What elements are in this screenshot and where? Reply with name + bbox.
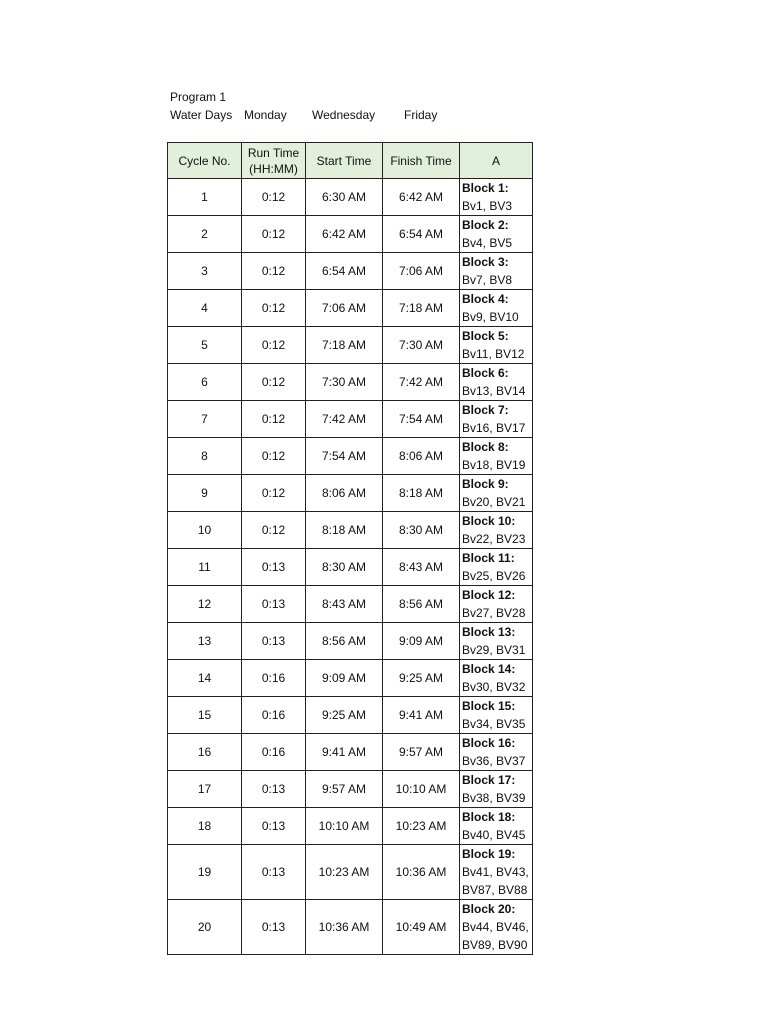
block-valves: Bv38, BV39 <box>462 791 526 805</box>
finish-time-cell: 8:56 AM <box>383 586 460 623</box>
start-time-cell: 8:06 AM <box>306 475 383 512</box>
finish-time-cell: 8:30 AM <box>383 512 460 549</box>
block-valves: BV87, BV88 <box>462 883 528 897</box>
start-time-cell: 6:30 AM <box>306 179 383 216</box>
block-valves: Bv29, BV31 <box>462 643 526 657</box>
start-time-cell: 8:30 AM <box>306 549 383 586</box>
water-day-3: Friday <box>404 108 438 122</box>
block-valves: Bv27, BV28 <box>462 606 526 620</box>
start-time-cell: 7:06 AM <box>306 290 383 327</box>
start-time-cell: 10:23 AM <box>306 845 383 900</box>
block-cell <box>460 845 533 900</box>
run-time-cell: 0:12 <box>242 327 306 364</box>
table-row <box>168 438 533 475</box>
block-valves: Bv30, BV32 <box>462 680 526 694</box>
start-time-cell: 9:25 AM <box>306 697 383 734</box>
block-cell <box>460 216 533 253</box>
run-time-cell: 0:13 <box>242 549 306 586</box>
block-name: Block 12: <box>462 588 516 602</box>
block-name: Block 2: <box>462 218 509 232</box>
block-valves: Bv9, BV10 <box>462 310 519 324</box>
water-day-1: Monday <box>244 108 287 122</box>
block-name: Block 1: <box>462 181 509 195</box>
table-row <box>168 549 533 586</box>
table-row <box>168 734 533 771</box>
table-header-row <box>168 143 533 179</box>
table-row <box>168 179 533 216</box>
block-name: Block 4: <box>462 292 509 306</box>
block-name: Block 10: <box>462 514 516 528</box>
run-time-cell: 0:16 <box>242 697 306 734</box>
schedule-table <box>167 142 533 955</box>
block-cell <box>460 697 533 734</box>
cycle-no-cell: 14 <box>168 660 242 697</box>
run-time-cell: 0:13 <box>242 586 306 623</box>
cycle-no-cell: 2 <box>168 216 242 253</box>
run-time-cell: 0:12 <box>242 290 306 327</box>
block-name: Block 17: <box>462 773 516 787</box>
block-cell <box>460 586 533 623</box>
run-time-cell: 0:16 <box>242 734 306 771</box>
start-time-cell: 7:42 AM <box>306 401 383 438</box>
block-cell <box>460 771 533 808</box>
block-cell <box>460 253 533 290</box>
run-time-cell: 0:12 <box>242 364 306 401</box>
start-time-cell: 6:54 AM <box>306 253 383 290</box>
block-name: Block 9: <box>462 477 509 491</box>
run-time-cell: 0:12 <box>242 216 306 253</box>
table-row <box>168 808 533 845</box>
table-row <box>168 327 533 364</box>
cycle-no-cell: 5 <box>168 327 242 364</box>
start-time-cell: 8:43 AM <box>306 586 383 623</box>
block-valves: Bv36, BV37 <box>462 754 526 768</box>
block-name: Block 11: <box>462 551 515 565</box>
run-time-cell: 0:13 <box>242 808 306 845</box>
finish-time-cell: 7:54 AM <box>383 401 460 438</box>
table-row <box>168 401 533 438</box>
block-cell <box>460 364 533 401</box>
block-cell <box>460 475 533 512</box>
run-time-cell: 0:13 <box>242 771 306 808</box>
start-time-cell: 9:57 AM <box>306 771 383 808</box>
cycle-no-cell: 19 <box>168 845 242 900</box>
block-valves: Bv25, BV26 <box>462 569 526 583</box>
cycle-no-cell: 4 <box>168 290 242 327</box>
block-name: Block 16: <box>462 736 516 750</box>
block-name: Block 15: <box>462 699 516 713</box>
block-valves: Bv41, BV43, <box>462 865 529 879</box>
finish-time-cell: 7:30 AM <box>383 327 460 364</box>
finish-time-cell: 6:42 AM <box>383 179 460 216</box>
block-name: Block 5: <box>462 329 509 343</box>
cycle-no-cell: 1 <box>168 179 242 216</box>
block-cell <box>460 900 533 955</box>
table-row <box>168 623 533 660</box>
run-time-cell: 0:12 <box>242 253 306 290</box>
finish-time-cell: 9:25 AM <box>383 660 460 697</box>
water-days-line <box>170 106 464 124</box>
run-time-cell: 0:12 <box>242 512 306 549</box>
block-cell <box>460 438 533 475</box>
block-valves: Bv4, BV5 <box>462 236 513 250</box>
block-name: Block 3: <box>462 255 509 269</box>
block-name: Block 13: <box>462 625 516 639</box>
finish-time-cell: 10:10 AM <box>383 771 460 808</box>
run-time-cell: 0:12 <box>242 401 306 438</box>
finish-time-cell: 6:54 AM <box>383 216 460 253</box>
block-cell <box>460 327 533 364</box>
run-time-cell: 0:13 <box>242 623 306 660</box>
finish-time-cell: 9:57 AM <box>383 734 460 771</box>
start-time-cell: 7:54 AM <box>306 438 383 475</box>
header-run-time <box>242 143 306 179</box>
run-time-cell: 0:16 <box>242 660 306 697</box>
table-row <box>168 845 533 900</box>
block-valves: Bv18, BV19 <box>462 458 526 472</box>
cycle-no-cell: 7 <box>168 401 242 438</box>
table-body <box>168 179 533 955</box>
block-cell <box>460 512 533 549</box>
water-days-label: Water Days <box>170 108 233 122</box>
block-cell <box>460 549 533 586</box>
block-name: Block 20: <box>462 902 516 916</box>
program-title: Program 1 <box>170 90 227 104</box>
header-start-time: Start Time <box>306 143 383 179</box>
block-name: Block 19: <box>462 847 516 861</box>
header-finish-time: Finish Time <box>383 143 460 179</box>
start-time-cell: 8:18 AM <box>306 512 383 549</box>
block-name: Block 7: <box>462 403 509 417</box>
run-time-cell: 0:13 <box>242 900 306 955</box>
block-name: Block 18: <box>462 810 516 824</box>
table-row <box>168 253 533 290</box>
table-row <box>168 697 533 734</box>
table-row <box>168 771 533 808</box>
cycle-no-cell: 15 <box>168 697 242 734</box>
water-day-2: Wednesday <box>312 108 376 122</box>
start-time-cell: 10:10 AM <box>306 808 383 845</box>
cycle-no-cell: 8 <box>168 438 242 475</box>
start-time-cell: 10:36 AM <box>306 900 383 955</box>
finish-time-cell: 7:18 AM <box>383 290 460 327</box>
finish-time-cell: 7:42 AM <box>383 364 460 401</box>
cycle-no-cell: 6 <box>168 364 242 401</box>
block-name: Block 14: <box>462 662 516 676</box>
block-cell <box>460 401 533 438</box>
start-time-cell: 7:18 AM <box>306 327 383 364</box>
table-row <box>168 660 533 697</box>
block-valves: Bv11, BV12 <box>462 347 525 361</box>
block-valves: Bv1, BV3 <box>462 199 513 213</box>
program-header <box>170 88 464 124</box>
block-cell <box>460 179 533 216</box>
block-name: Block 8: <box>462 440 509 454</box>
start-time-cell: 9:41 AM <box>306 734 383 771</box>
block-cell <box>460 734 533 771</box>
cycle-no-cell: 13 <box>168 623 242 660</box>
block-cell <box>460 623 533 660</box>
header-run-time-line1: Run Time <box>247 145 300 160</box>
finish-time-cell: 10:49 AM <box>383 900 460 955</box>
finish-time-cell: 8:06 AM <box>383 438 460 475</box>
run-time-cell: 0:12 <box>242 438 306 475</box>
block-cell <box>460 660 533 697</box>
cycle-no-cell: 11 <box>168 549 242 586</box>
table-row <box>168 586 533 623</box>
finish-time-cell: 7:06 AM <box>383 253 460 290</box>
start-time-cell: 7:30 AM <box>306 364 383 401</box>
finish-time-cell: 8:43 AM <box>383 549 460 586</box>
start-time-cell: 6:42 AM <box>306 216 383 253</box>
cycle-no-cell: 10 <box>168 512 242 549</box>
block-valves: Bv34, BV35 <box>462 717 526 731</box>
header-a: A <box>460 143 533 179</box>
finish-time-cell: 9:09 AM <box>383 623 460 660</box>
table-row <box>168 364 533 401</box>
finish-time-cell: 9:41 AM <box>383 697 460 734</box>
block-name: Block 6: <box>462 366 509 380</box>
run-time-cell: 0:12 <box>242 475 306 512</box>
block-valves: BV89, BV90 <box>462 938 528 952</box>
block-cell <box>460 808 533 845</box>
block-valves: Bv40, BV45 <box>462 828 526 842</box>
cycle-no-cell: 12 <box>168 586 242 623</box>
header-run-time-line2: (HH:MM) <box>249 161 298 176</box>
finish-time-cell: 10:36 AM <box>383 845 460 900</box>
start-time-cell: 8:56 AM <box>306 623 383 660</box>
cycle-no-cell: 18 <box>168 808 242 845</box>
cycle-no-cell: 3 <box>168 253 242 290</box>
table-row <box>168 216 533 253</box>
block-cell <box>460 290 533 327</box>
finish-time-cell: 8:18 AM <box>383 475 460 512</box>
block-valves: Bv16, BV17 <box>462 421 526 435</box>
table-row <box>168 900 533 955</box>
cycle-no-cell: 9 <box>168 475 242 512</box>
cycle-no-cell: 20 <box>168 900 242 955</box>
block-valves: Bv13, BV14 <box>462 384 526 398</box>
block-valves: Bv20, BV21 <box>462 495 526 509</box>
run-time-cell: 0:13 <box>242 845 306 900</box>
block-valves: Bv7, BV8 <box>462 273 513 287</box>
header-cycle-no: Cycle No. <box>168 143 242 179</box>
table-row <box>168 475 533 512</box>
start-time-cell: 9:09 AM <box>306 660 383 697</box>
cycle-no-cell: 16 <box>168 734 242 771</box>
block-valves: Bv22, BV23 <box>462 532 526 546</box>
cycle-no-cell: 17 <box>168 771 242 808</box>
run-time-cell: 0:12 <box>242 179 306 216</box>
block-valves: Bv44, BV46, <box>462 920 529 934</box>
table-row <box>168 512 533 549</box>
table-row <box>168 290 533 327</box>
finish-time-cell: 10:23 AM <box>383 808 460 845</box>
